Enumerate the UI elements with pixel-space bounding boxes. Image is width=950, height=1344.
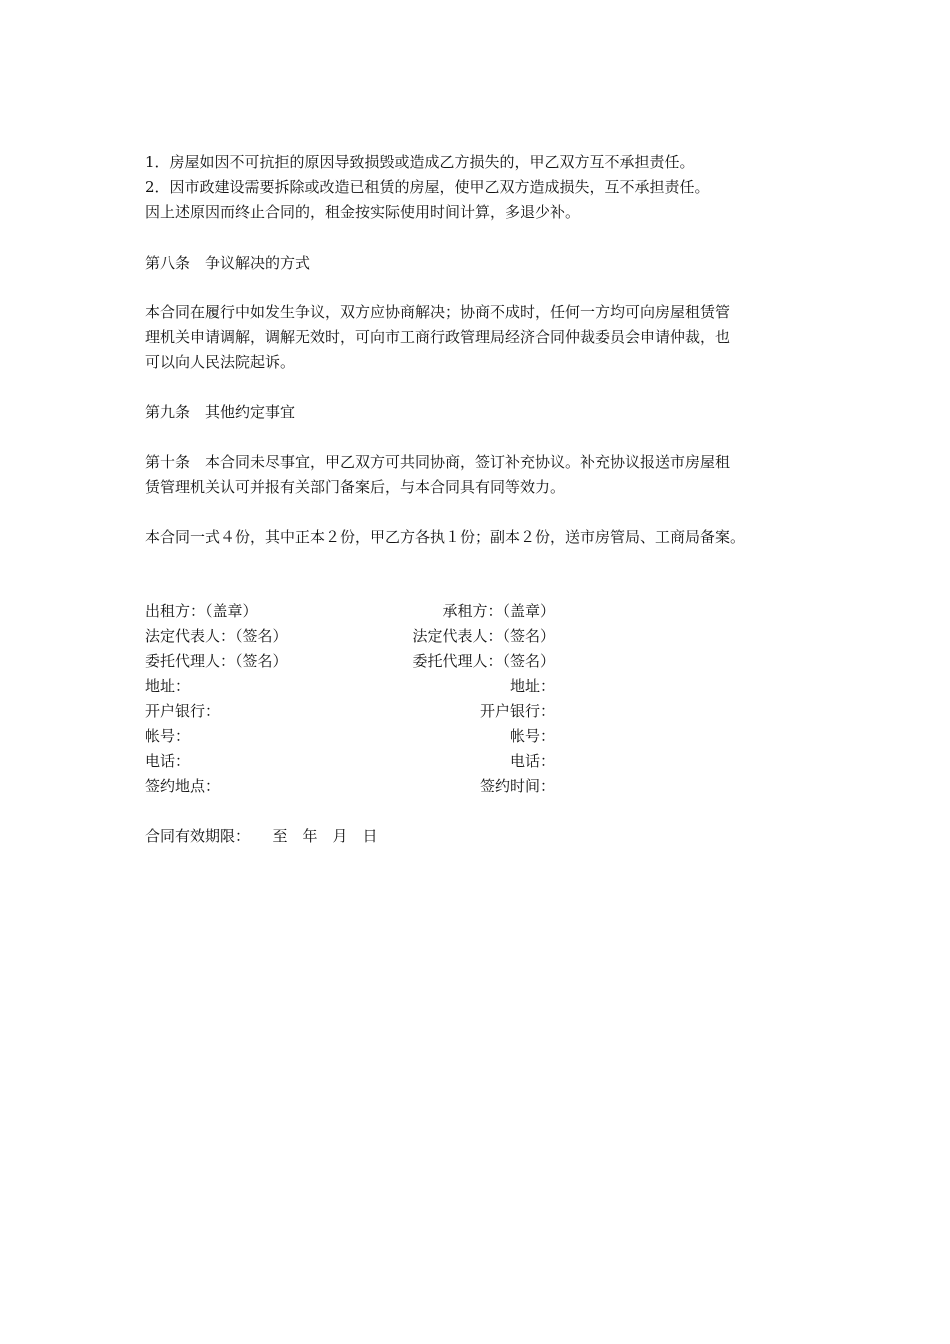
article-9-heading: 第九条 其他约定事宜 bbox=[145, 403, 296, 421]
lessee-seal-label: 承租方：（盖章） bbox=[442, 602, 555, 620]
lessor-account-label: 帐号： bbox=[145, 727, 191, 745]
clause-force-majeure-2: 2．因市政建设需要拆除或改造已租赁的房屋，使甲乙双方造成损失，互不承担责任。 bbox=[145, 178, 710, 196]
article-8-body-line: 可以向人民法院起诉。 bbox=[145, 353, 296, 371]
lessor-phone-label: 电话： bbox=[145, 752, 191, 770]
lessee-address-label: 地址： bbox=[509, 677, 555, 695]
article-10-body-line: 赁管理机关认可并报有关部门备案后，与本合同具有同等效力。 bbox=[145, 478, 566, 496]
lessee-legal-rep-label: 法定代表人：（签名） bbox=[412, 627, 555, 645]
clause-force-majeure-3: 因上述原因而终止合同的，租金按实际使用时间计算，多退少补。 bbox=[145, 203, 581, 221]
article-8-body-line: 本合同在履行中如发生争议，双方应协商解决；协商不成时，任何一方均可向房屋租赁管 bbox=[145, 303, 731, 321]
lessor-legal-rep-label: 法定代表人：（签名） bbox=[145, 627, 288, 645]
article-10-body-line: 第十条 本合同未尽事宜，甲乙双方可共同协商，签订补充协议。补充协议报送市房屋租 bbox=[145, 453, 731, 471]
lessee-agent-label: 委托代理人：（签名） bbox=[412, 652, 555, 670]
lessor-agent-label: 委托代理人：（签名） bbox=[145, 652, 288, 670]
lessee-bank-label: 开户银行： bbox=[479, 702, 555, 720]
signing-time-label: 签约时间： bbox=[479, 777, 555, 795]
copies-note: 本合同一式４份，其中正本２份，甲乙方各执１份；副本２份，送市房管局、工商局备案。 bbox=[145, 528, 746, 546]
lessor-seal-label: 出租方：（盖章） bbox=[145, 602, 258, 620]
lessee-account-label: 帐号： bbox=[509, 727, 555, 745]
clause-force-majeure-1: 1．房屋如因不可抗拒的原因导致损毁或造成乙方损失的，甲乙双方互不承担责任。 bbox=[145, 153, 695, 171]
lessor-address-label: 地址： bbox=[145, 677, 191, 695]
lessor-bank-label: 开户银行： bbox=[145, 702, 221, 720]
article-8-body-line: 理机关申请调解，调解无效时，可向市工商行政管理局经济合同仲裁委员会申请仲裁，也 bbox=[145, 328, 731, 346]
lessee-phone-label: 电话： bbox=[509, 752, 555, 770]
contract-validity-period: 合同有效期限： 至 年 月 日 bbox=[145, 827, 378, 845]
signing-place-label: 签约地点： bbox=[145, 777, 221, 795]
article-8-heading: 第八条 争议解决的方式 bbox=[145, 254, 311, 272]
